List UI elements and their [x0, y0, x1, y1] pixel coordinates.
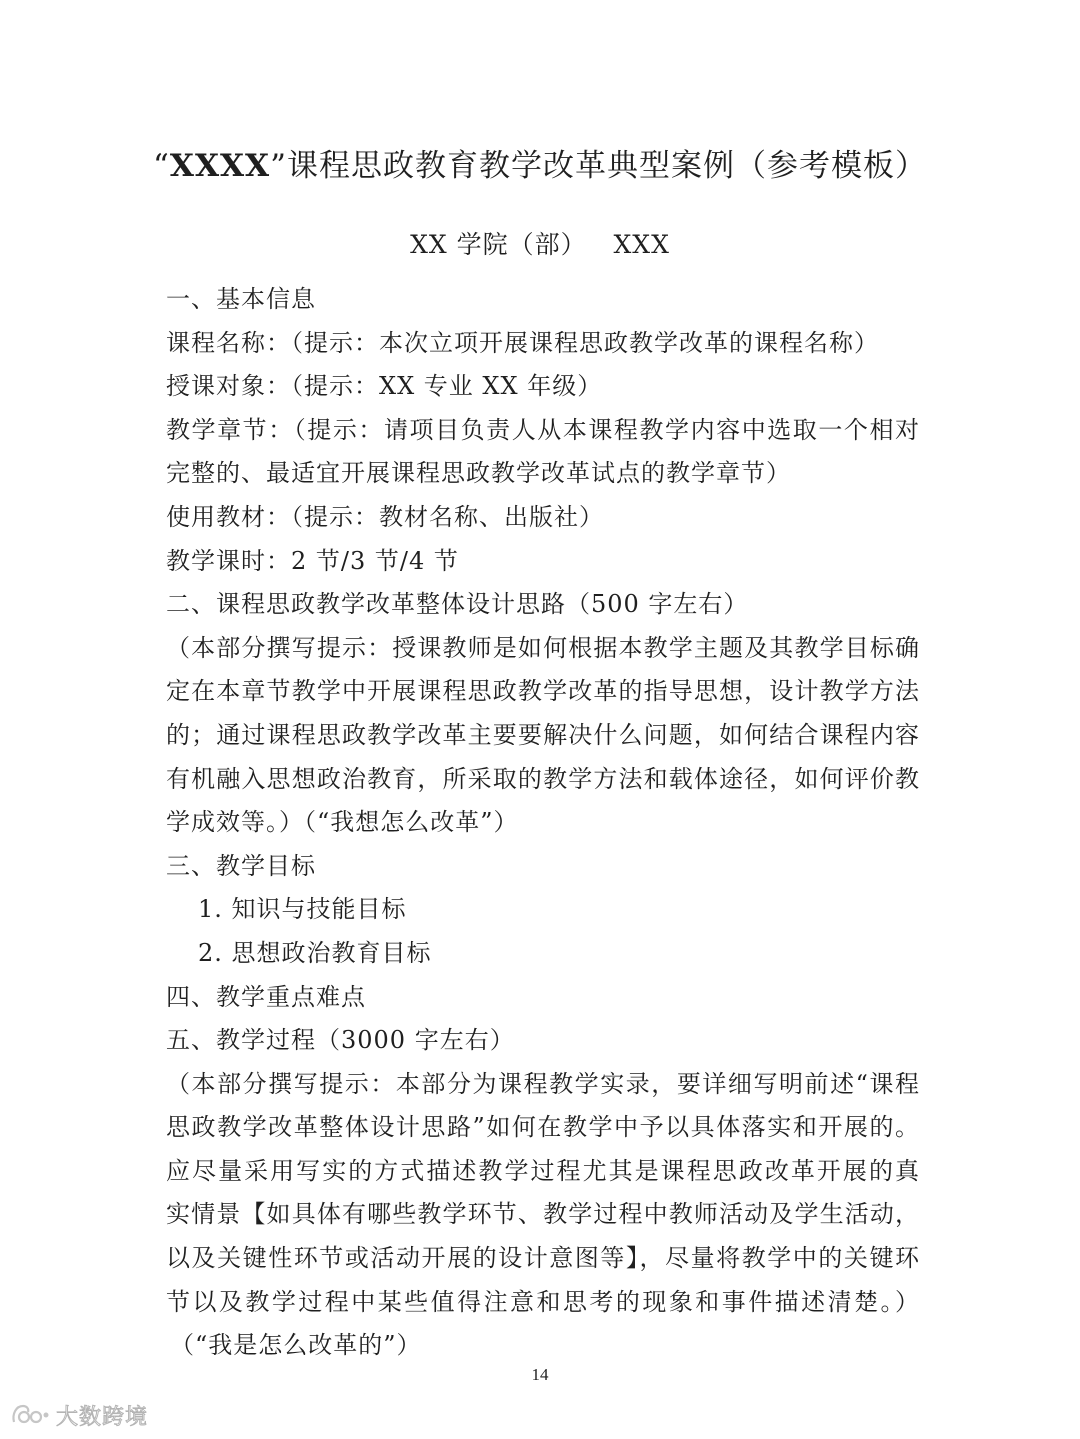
paragraph-line: （本部分撰写提示：授课教师是如何根据本教学主题及其教学目标确 — [166, 633, 920, 662]
section-heading-process: 五、教学过程（3000 字左右） — [166, 1026, 515, 1055]
section-heading-key-points: 四、教学重点难点 — [166, 982, 366, 1011]
paragraph-line: 实情景【如具体有哪些教学环节、教学过程中教师活动及学生活动， — [166, 1200, 920, 1229]
field-chapter-cont: 完整的、最适宜开展课程思政教学改革试点的教学章节） — [166, 459, 791, 488]
paragraph-line: （本部分撰写提示：本部分为课程教学实录，要详细写明前述“课程 — [166, 1069, 920, 1098]
section-heading-objectives: 三、教学目标 — [166, 851, 316, 880]
watermark — [10, 1400, 148, 1430]
objective-item-knowledge: 1. 知识与技能目标 — [198, 895, 407, 924]
objective-item-political: 2. 思想政治教育目标 — [198, 938, 432, 967]
field-class-hours: 教学课时：2 节/3 节/4 节 — [166, 546, 459, 575]
title-placeholder: XXXX — [169, 148, 271, 184]
paragraph-line: 学成效等。）（“我想怎么改革”） — [166, 808, 519, 837]
document-title — [0, 140, 1080, 185]
paragraph-line: 节以及教学过程中某些值得注意和思考的现象和事件描述清楚。） — [166, 1287, 920, 1316]
document-body — [166, 278, 920, 1368]
paragraph-line: 有机融入思想政治教育，所采取的教学方法和载体途径，如何评价教 — [166, 764, 920, 793]
field-textbook: 使用教材：（提示：教材名称、出版社） — [166, 502, 604, 531]
paragraph-line: 定在本章节教学中开展课程思政教学改革的指导思想，设计教学方法 — [166, 677, 920, 706]
field-course-name: 课程名称：（提示：本次立项开展课程思政教学改革的课程名称） — [166, 328, 879, 357]
section-heading-design: 二、课程思政教学改革整体设计思路（500 字左右） — [166, 590, 749, 619]
field-audience: 授课对象：（提示：XX 专业 XX 年级） — [166, 372, 603, 401]
section-heading-basic-info: 一、基本信息 — [166, 285, 316, 313]
paragraph-line: 以及关键性环节或活动开展的设计意图等】，尽量将教学中的关键环 — [166, 1244, 920, 1273]
title-open-quote: “ — [153, 148, 170, 184]
watermark-text: 大数跨境 — [56, 1404, 149, 1430]
paragraph-line: 思政教学改革整体设计思路”如何在教学中予以具体落实和开展的。 — [166, 1113, 920, 1142]
watermark-logo-icon — [10, 1402, 50, 1428]
paragraph-line: 的；通过课程思政教学改革主要要解决什么问题，如何结合课程内容 — [166, 720, 920, 749]
field-chapter: 教学章节：（提示：请项目负责人从本课程教学内容中选取一个相对 — [166, 415, 920, 444]
title-rest: ”课程思政教育教学改革典型案例（参考模板） — [270, 148, 927, 184]
paragraph-line: （“我是怎么改革的”） — [170, 1331, 422, 1360]
paragraph-line: 应尽量采用写实的方式描述教学过程尤其是课程思政改革开展的真 — [166, 1156, 920, 1185]
page-number: 14 — [531, 1365, 549, 1384]
author-line: XX 学院（部） XXX — [410, 230, 670, 259]
